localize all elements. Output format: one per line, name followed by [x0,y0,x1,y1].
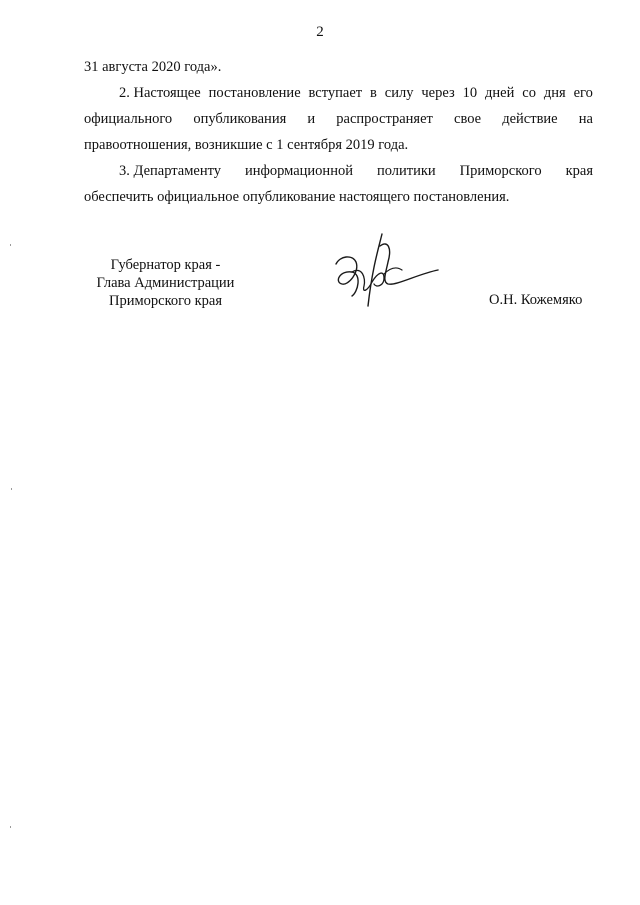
word: постановление [208,85,301,101]
signatory-title [78,256,253,310]
word: 10 [462,85,478,101]
paragraph-1-continuation: 31 августа 2020 года». [84,59,222,75]
paragraph-3-line-2: обеспечить официальное опубликование настоящего постановления. [84,189,510,205]
paragraph-2-line-3: правоотношения, возникшие с 1 сентября 2019 года. [84,137,409,153]
signatory-title-line-3: Приморского края [108,293,222,309]
word: Приморского [459,163,542,179]
word: в [370,85,377,101]
page-number: 2 [316,24,324,40]
word: дней [485,85,515,101]
scan-artifact [10,244,11,246]
paragraph-3-line-1 [119,162,593,180]
word: его [573,85,593,101]
word: опубликования [193,111,287,127]
word: политики [376,163,436,179]
word: распространяет [336,111,433,127]
word: края [565,163,593,179]
paragraph-2-line-1 [119,84,593,102]
word: вступает [308,85,363,101]
signatory-name: О.Н. Кожемяко [489,292,583,308]
word: официального [84,111,173,127]
paragraph-2-line-2 [84,110,593,128]
signatory-title-line-1: Губернатор края - [110,257,221,273]
word: на [578,111,593,127]
scan-artifact [10,826,11,828]
word: информационной [244,163,353,179]
word: через [421,85,455,101]
signatory-title-line-2: Глава Администрации [96,275,235,291]
word: и [307,111,316,127]
word: дня [543,85,566,101]
word: 3. Департаменту [119,163,221,179]
scan-artifact [11,488,12,490]
handwritten-signature [322,226,442,316]
word: 2. Настоящее [119,85,201,101]
word: свое [454,111,482,127]
word: со [522,85,536,101]
word: силу [384,85,414,101]
word: действие [502,111,558,127]
